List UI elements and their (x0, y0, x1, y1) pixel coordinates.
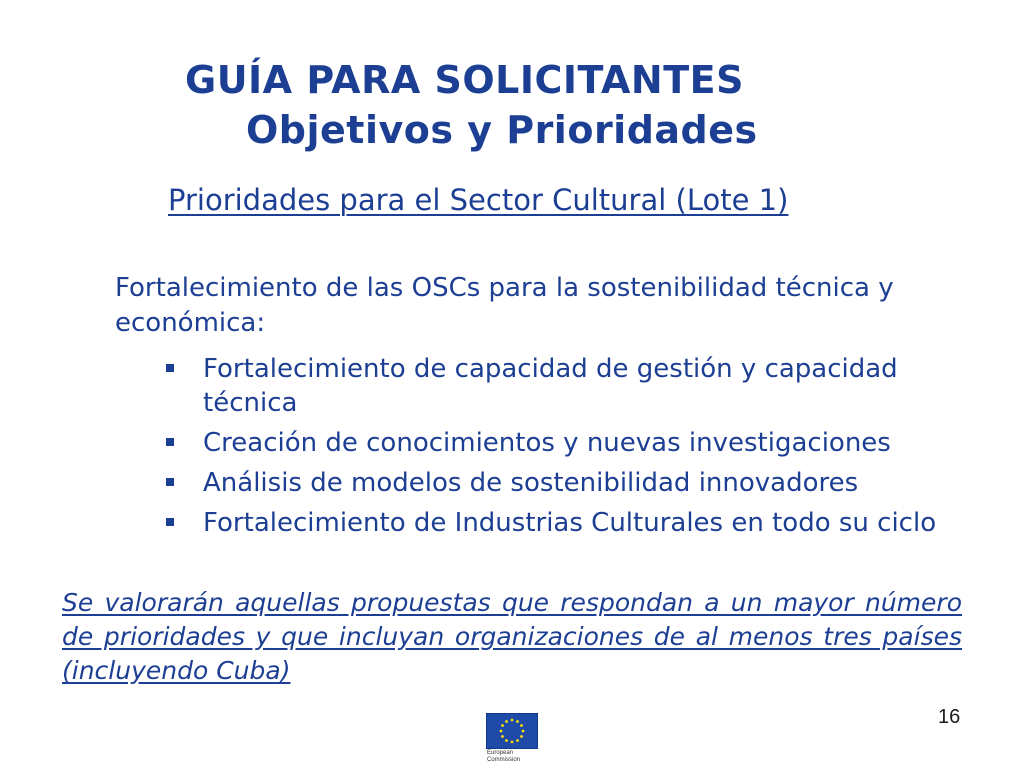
list-item (163, 506, 983, 540)
list-item (163, 426, 983, 460)
slide-title-second-line: Objetivos y Prioridades (246, 108, 758, 152)
square-bullet-icon (166, 438, 174, 446)
list-item (163, 352, 983, 420)
list-item-text: Fortalecimiento de Industrias Culturales en todo su ciclo (203, 508, 937, 538)
european-commission-logo (486, 713, 538, 768)
list-item-text: Análisis de modelos de sostenibilidad innovadores (203, 468, 859, 498)
slide-title: GUÍA PARA SOLICITANTES (185, 58, 744, 102)
list-item (163, 466, 983, 500)
eu-flag-icon (486, 713, 538, 749)
list-item-text: Creación de conocimientos y nuevas investigaciones (203, 428, 891, 458)
section-subtitle: Prioridades para el Sector Cultural (Lote 1) (168, 183, 789, 217)
page-number: 16 (938, 706, 961, 728)
square-bullet-icon (166, 478, 174, 486)
square-bullet-icon (166, 364, 174, 372)
logo-caption-line2: Commission (487, 757, 521, 763)
square-bullet-icon (166, 518, 174, 526)
list-item-text: Fortalecimiento de capacidad de gestión y capacidad técnica (203, 354, 898, 418)
logo-caption-line1: European (487, 750, 514, 756)
evaluation-note: Se valorarán aquellas propuestas que respondan a un mayor número de prioridades y que incluyan organizaciones de al menos tres países (incluyendo Cuba) (62, 588, 962, 685)
eu-stars-icon (487, 714, 537, 748)
priority-list (163, 352, 983, 546)
logo-caption (487, 750, 520, 764)
intro-paragraph: Fortalecimiento de las OSCs para la sostenibilidad técnica y económica: (115, 273, 894, 338)
